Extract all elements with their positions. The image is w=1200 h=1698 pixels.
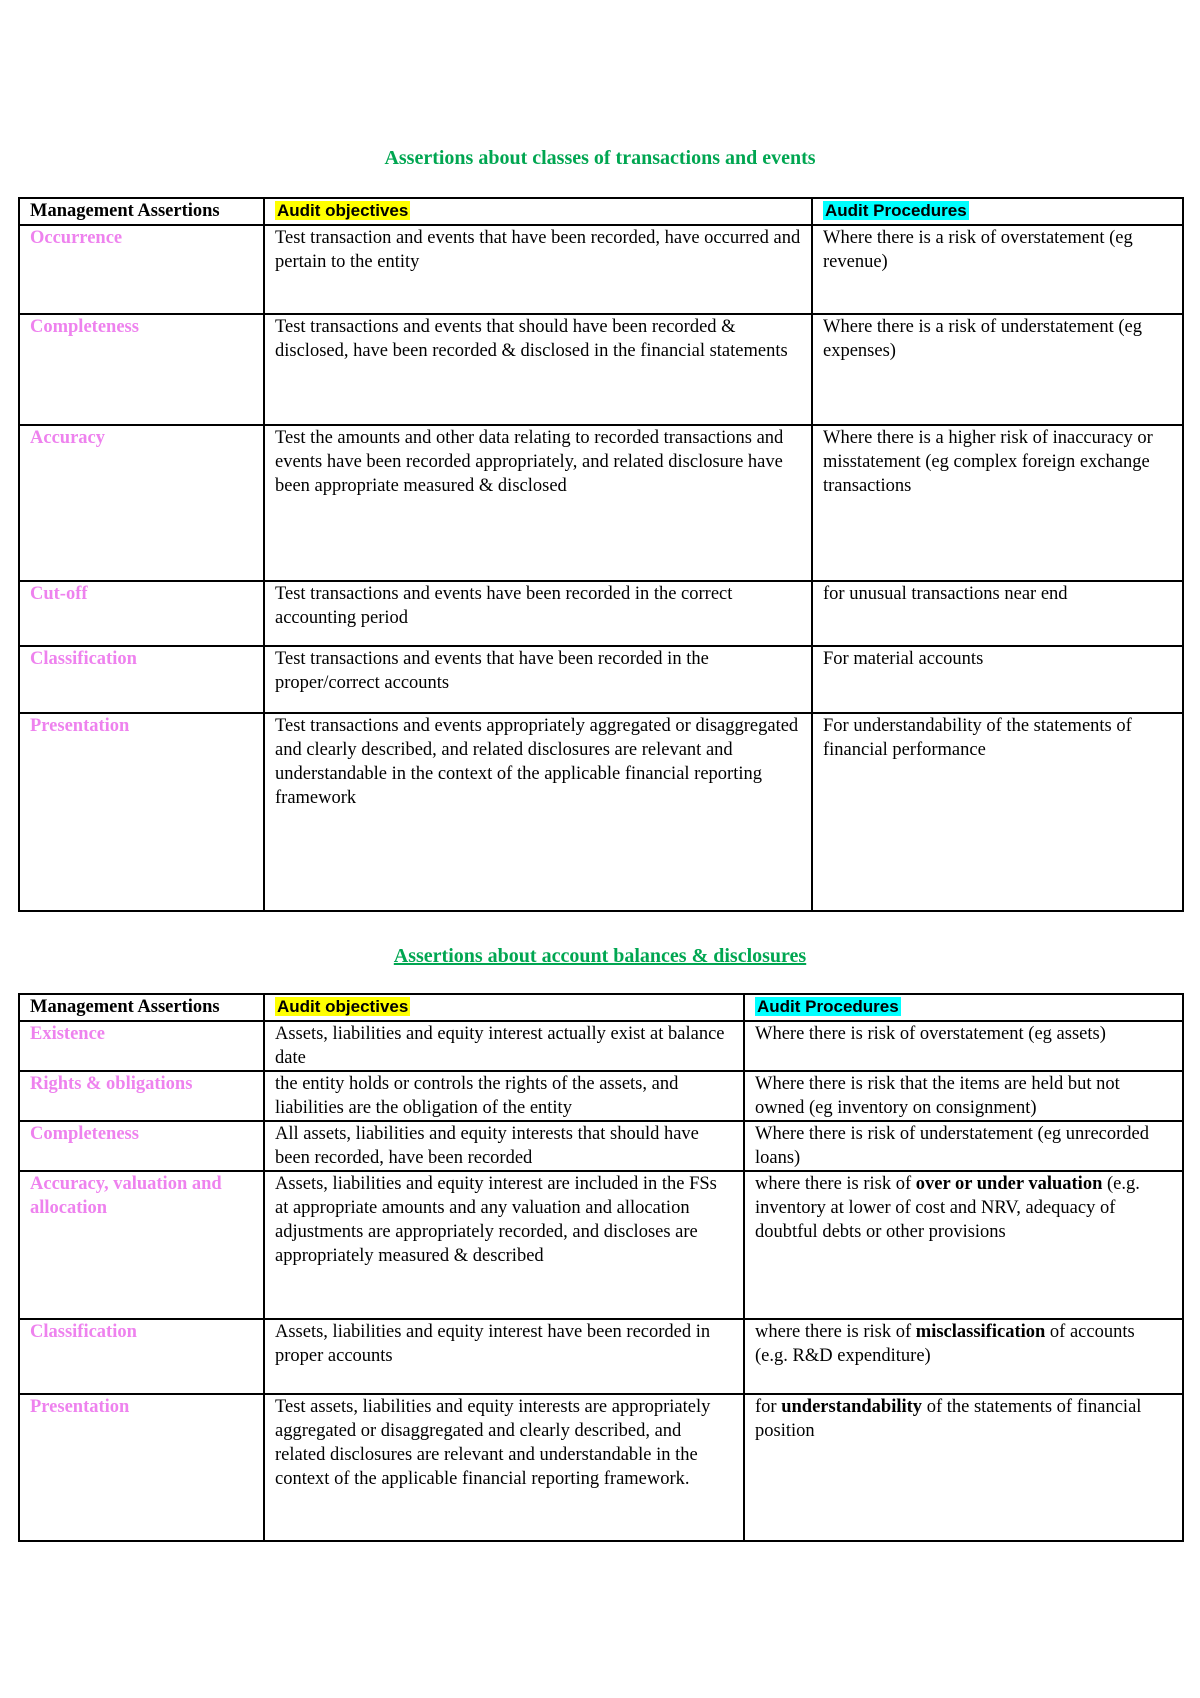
header-audit-objectives: Audit objectives [264, 994, 744, 1021]
table-row [19, 1121, 1183, 1171]
table-row [19, 314, 1183, 425]
table-row [19, 646, 1183, 713]
assertion-cell: Accuracy, valuation and allocation [19, 1171, 264, 1319]
assertion-cell: Existence [19, 1021, 264, 1071]
objective-cell: Test transactions and events have been recorded in the correct accounting period [264, 581, 812, 646]
objective-cell: Assets, liabilities and equity interest are included in the FSs at appropriate amounts and any valuation and allocation adjustments are appropriately recorded, and discloses are appropriately measured & described [264, 1171, 744, 1319]
procedure-cell: Where there is a risk of understatement (eg expenses) [812, 314, 1183, 425]
header-management-assertions: Management Assertions [19, 994, 264, 1021]
procedure-cell: where there is risk of misclassification of accounts (e.g. R&D expenditure) [744, 1319, 1183, 1394]
header-audit-procedures: Audit Procedures [812, 198, 1183, 225]
header-audit-objectives: Audit objectives [264, 198, 812, 225]
procedure-cell: For understandability of the statements of financial performance [812, 713, 1183, 911]
objective-cell: Test transaction and events that have been recorded, have occurred and pertain to the entity [264, 225, 812, 314]
assertion-cell: Accuracy [19, 425, 264, 581]
table-row [19, 1394, 1183, 1541]
assertion-cell: Presentation [19, 713, 264, 911]
procedure-cell: Where there is risk that the items are held but not owned (eg inventory on consignment) [744, 1071, 1183, 1121]
section-title-balances: Assertions about account balances & disclosures [393, 945, 807, 967]
table-row [19, 1171, 1183, 1319]
objective-cell: Test the amounts and other data relating to recorded transactions and events have been recorded appropriately, and related disclosure have been appropriate measured & disclosed [264, 425, 812, 581]
objective-cell: Test assets, liabilities and equity interests are appropriately aggregated or disaggregated and clearly described, and related disclosures are relevant and understandable in the context of the applicable financial reporting framework. [264, 1394, 744, 1541]
table-row [19, 713, 1183, 911]
header-management-assertions: Management Assertions [19, 198, 264, 225]
procedure-cell: where there is risk of over or under valuation (e.g. inventory at lower of cost and NRV, adequacy of doubtful debts or other provisions [744, 1171, 1183, 1319]
table-row [19, 1021, 1183, 1071]
header-audit-procedures: Audit Procedures [744, 994, 1183, 1021]
procedure-cell: Where there is a higher risk of inaccuracy or misstatement (eg complex foreign exchange transactions [812, 425, 1183, 581]
assertion-cell: Cut-off [19, 581, 264, 646]
assertion-cell: Rights & obligations [19, 1071, 264, 1121]
table-header-row [19, 994, 1183, 1021]
procedure-cell: Where there is risk of understatement (eg unrecorded loans) [744, 1121, 1183, 1171]
objective-cell: Assets, liabilities and equity interest actually exist at balance date [264, 1021, 744, 1071]
table-row [19, 581, 1183, 646]
section-title-transactions: Assertions about classes of transactions and events [384, 147, 816, 169]
procedure-cell: For material accounts [812, 646, 1183, 713]
assertion-cell: Occurrence [19, 225, 264, 314]
assertion-cell: Classification [19, 646, 264, 713]
table-row [19, 425, 1183, 581]
assertion-cell: Classification [19, 1319, 264, 1394]
table-row [19, 1319, 1183, 1394]
procedure-cell: for understandability of the statements of financial position [744, 1394, 1183, 1541]
table-balances-assertions [18, 993, 1184, 1542]
assertion-cell: Completeness [19, 1121, 264, 1171]
assertion-cell: Presentation [19, 1394, 264, 1541]
procedure-cell: Where there is risk of overstatement (eg assets) [744, 1021, 1183, 1071]
table-row [19, 1071, 1183, 1121]
procedure-cell: Where there is a risk of overstatement (eg revenue) [812, 225, 1183, 314]
table-header-row [19, 198, 1183, 225]
objective-cell: All assets, liabilities and equity interests that should have been recorded, have been recorded [264, 1121, 744, 1171]
objective-cell: Test transactions and events that should have been recorded & disclosed, have been recorded & disclosed in the financial statements [264, 314, 812, 425]
objective-cell: Test transactions and events that have been recorded in the proper/correct accounts [264, 646, 812, 713]
table-transactions-assertions [18, 197, 1184, 912]
procedure-cell: for unusual transactions near end [812, 581, 1183, 646]
objective-cell: Test transactions and events appropriately aggregated or disaggregated and clearly described, and related disclosures are relevant and understandable in the context of the applicable financial reporting framework [264, 713, 812, 911]
assertion-cell: Completeness [19, 314, 264, 425]
table-row [19, 225, 1183, 314]
objective-cell: Assets, liabilities and equity interest have been recorded in proper accounts [264, 1319, 744, 1394]
objective-cell: the entity holds or controls the rights of the assets, and liabilities are the obligation of the entity [264, 1071, 744, 1121]
